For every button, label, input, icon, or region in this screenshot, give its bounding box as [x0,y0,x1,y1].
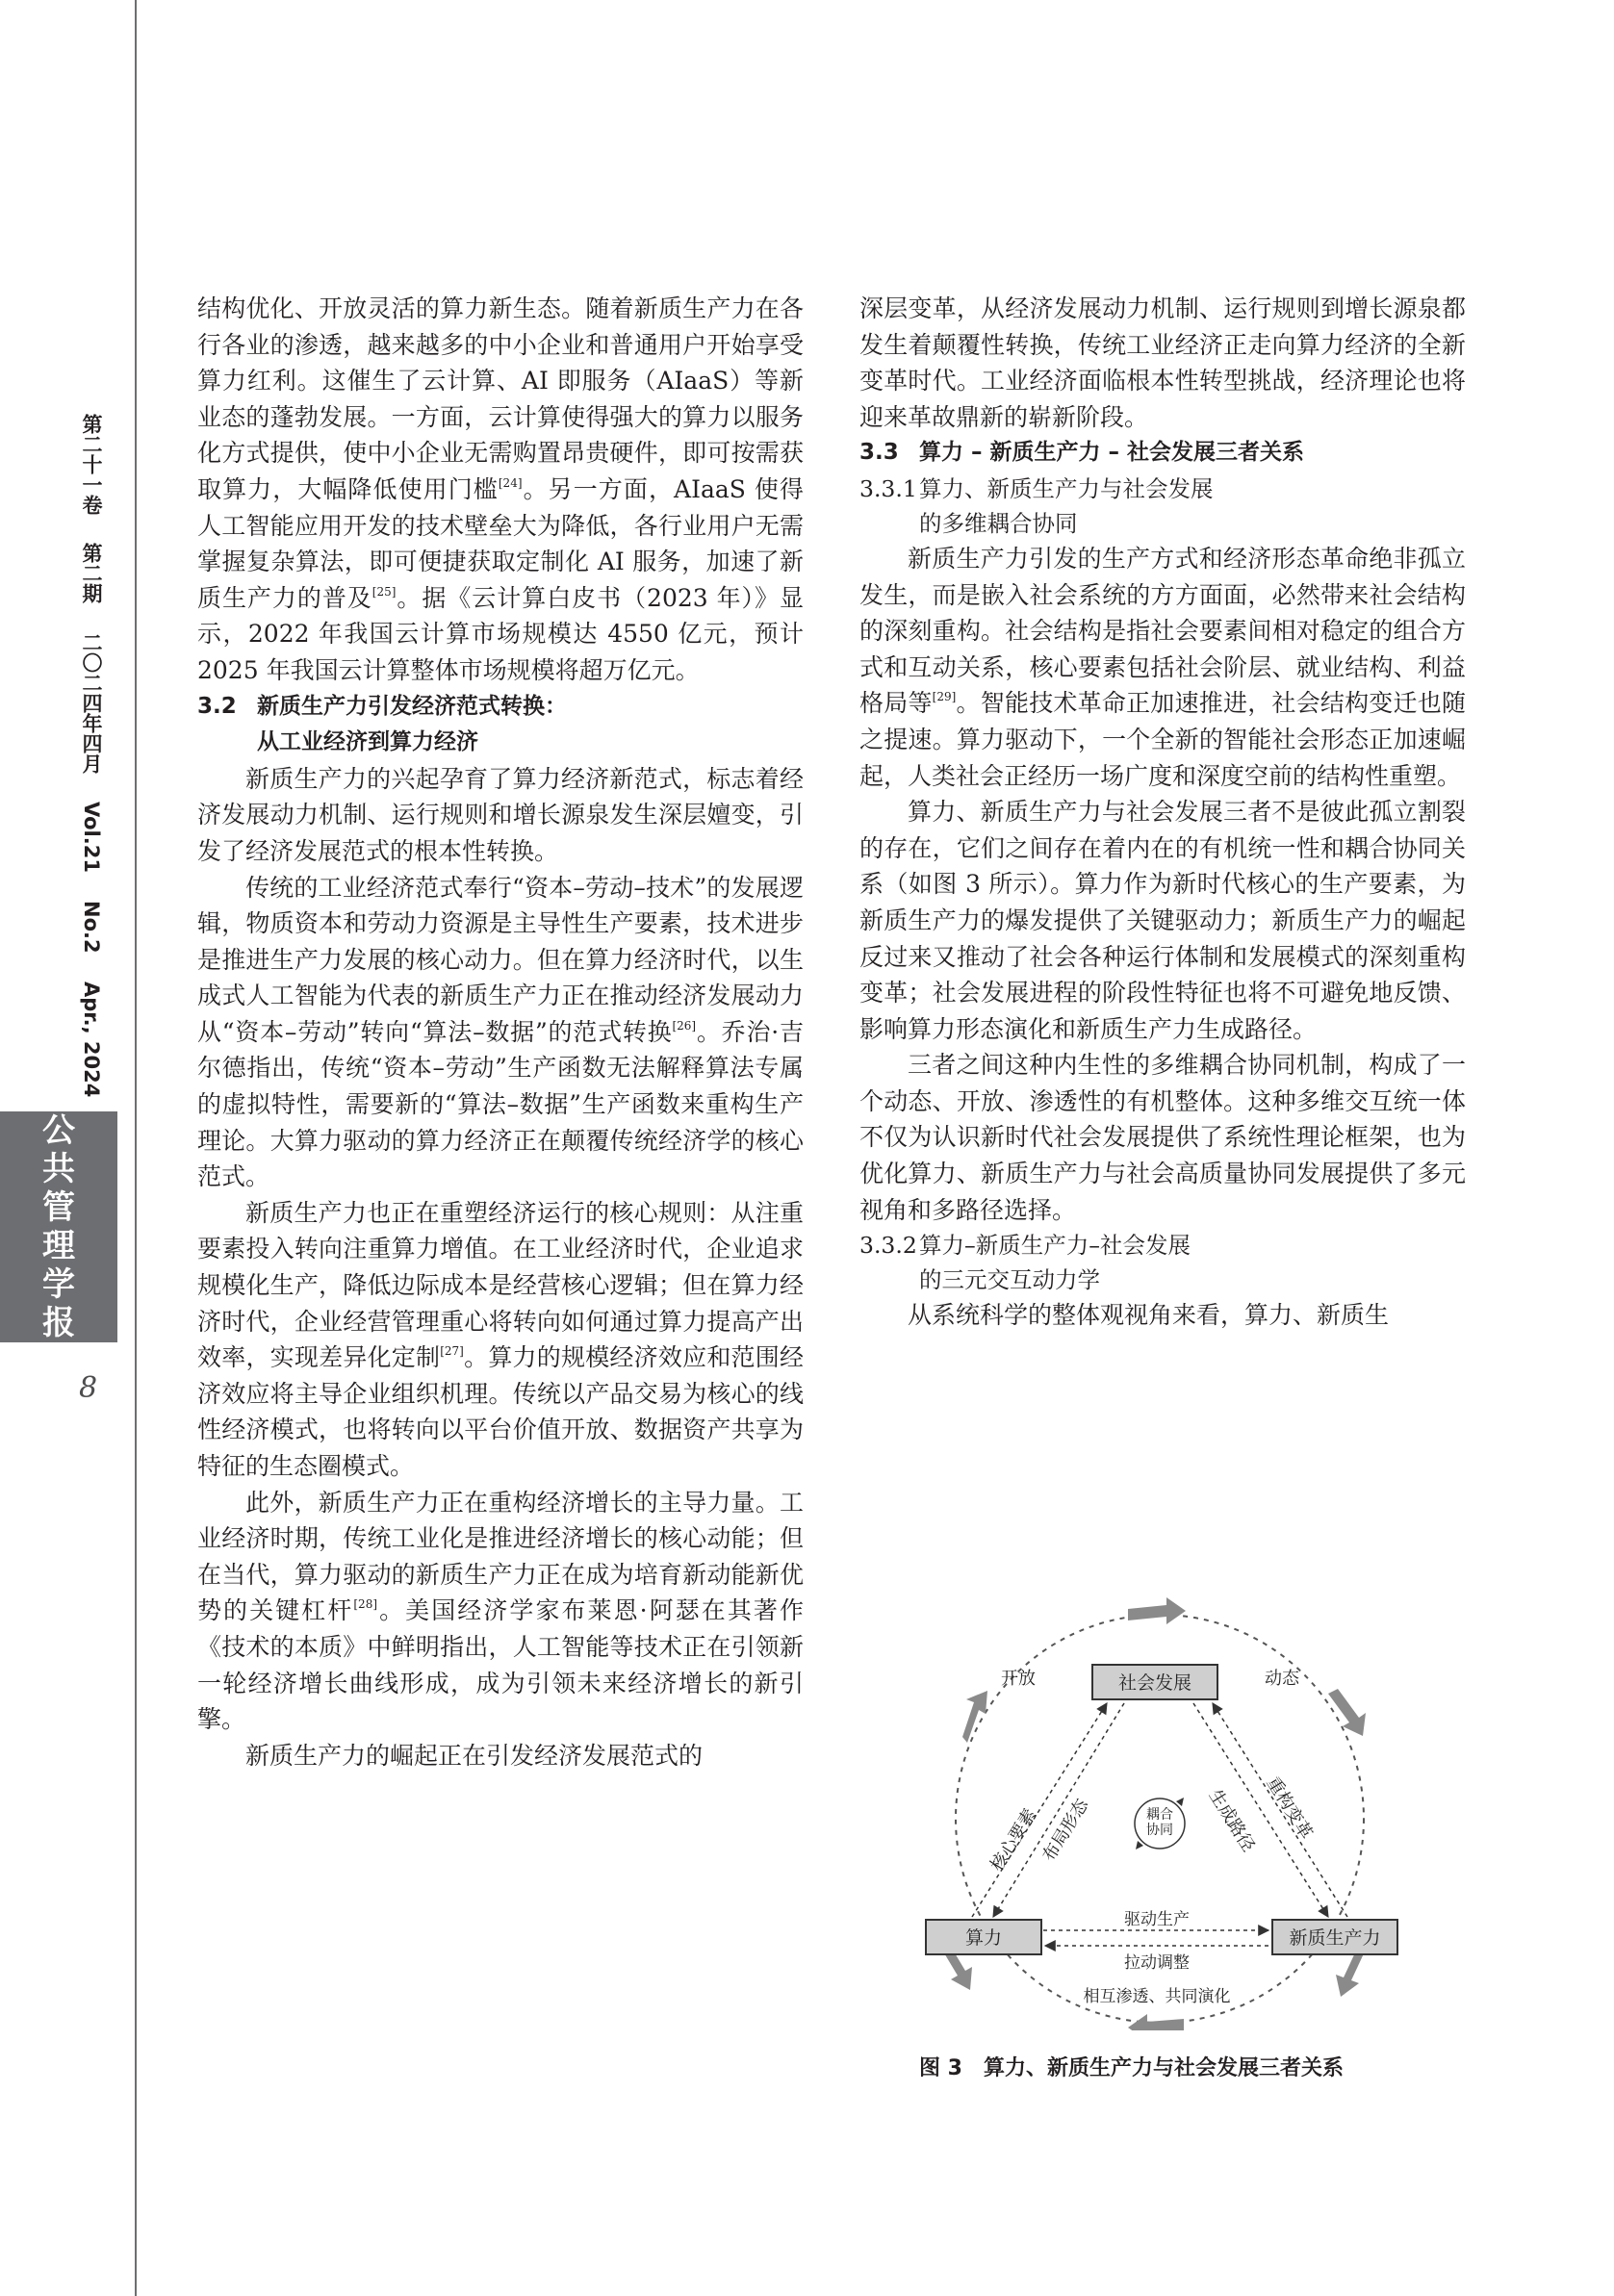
section-heading-3-3: 3.3 算力 – 新质生产力 – 社会发展三者关系 [859,440,1305,466]
paragraph: 此外，新质生产力正在重构经济增长的主导力量。工业经济时期，传统工业化是推进经济增长的核心动能；但在当代，算力驱动的新质生产力正在成为培育新动能新优势的关键杠杆[28]。美国经济学家布莱恩·阿瑟在其著作《技术的本质》中鲜明指出，人工智能等技术正在引领新一轮经济增长曲线形成，成为引领未来经济增长的新引擎。 [197,1488,804,1734]
label-left-inner: 布局形态 [1038,1795,1093,1866]
volume: 第二十一卷 [80,414,103,515]
label-right-inner: 生成路径 [1204,1785,1259,1856]
node-top: 社会发展 [1117,1672,1192,1694]
paragraph: 结构优化、开放灵活的算力新生态。随着新质生产力在各行各业的渗透，越来越多的中小企业和普通用户开始享受算力红利。这催生了云计算、AI 即服务（AIaaS）等新业态的蓬勃发展。一方面，云计算使得强大的算力以服务化方式提供，使中小企业无需购置昂贵硬件，即可按需获取算力，大幅降低使用门槛[24]。另一方面，AIaaS 使得人工智能应用开发的技术壁垒大为降低，各行业用户无需掌握复杂算法，即可便捷获取定制化 AI 服务，加速了新质生产力的普及[25]。据《云计算白皮书（2023 年）》显示，2022 年我国云计算市场规模达 4550 亿元，预计 2025 年我国云计算整体市场规模将超万亿元。 [197,294,804,684]
cycle-arrow-top-left [962,1691,987,1743]
label-right-outer: 重构变革 [1262,1773,1317,1844]
right-column [859,291,1466,1334]
node-left: 算力 [964,1927,1003,1949]
outer-label-bottom: 相互渗透、共同演化 [1083,1987,1231,2006]
cycle-arrow-right [1336,1949,1365,1997]
node-right: 新质生产力 [1289,1927,1381,1949]
paragraph: 算力、新质生产力与社会发展三者不是彼此孤立割裂的存在，它们之间存在着内在的有机统一性和耦合协同关系（如图 3 所示）。算力作为新时代核心的生产要素，为新质生产力的爆发提供了关键驱动力；新质生产力的崛起反过来又推动了社会各种运行体制和发展模式的深刻重构变革；社会发展进程的阶段性特征也将不可避免地反馈、影响算力形态演化和新质生产力生成路径。 [859,798,1466,1043]
issue: 第二期 [80,543,103,604]
paragraph: 新质生产力引发的生产方式和经济形态革命绝非孤立发生，而是嵌入社会系统的方方面面，必然带来社会结构的深刻重构。社会结构是指社会要素间相对稳定的组合方式和互动关系，核心要素包括社会阶层、就业结构、利益格局等[29]。智能技术革命正加速推进，社会结构变迁也随之提速。算力驱动下，一个全新的智能社会形态正加速崛起，人类社会正经历一场广度和深度空前的结构性重塑。 [859,544,1466,790]
section-heading-3-3-2: 3.3.2算力–新质生产力–社会发展 的三元交互动力学 [859,1232,1191,1294]
section-heading-3-3-1: 3.3.1算力、新质生产力与社会发展 的多维耦合协同 [859,474,1214,537]
center-label: 耦合协同 [1146,1807,1173,1838]
cycle-arrow-bottom [1128,2014,1184,2030]
margin-divider [135,0,137,2296]
running-header [79,414,104,1118]
date-en: Apr., 2024 [80,982,103,1098]
paragraph: 三者之间这种内生性的多维耦合协同机制，构成了一个动态、开放、渗透性的有机整体。这种多维交互统一体不仅为认识新时代社会发展提供了系统性理论框架，也为优化算力、新质生产力与社会高质量协同发展提供了多元视角和多路径选择。 [859,1051,1466,1224]
label-left-outer: 核心要素 [986,1804,1041,1875]
label-bottom-bottom: 拉动调整 [1124,1953,1190,1973]
figure-caption [919,2052,1429,2081]
paragraph: 新质生产力的崛起正在引发经济发展范式的 [245,1741,704,1770]
date-cn: 二〇二四年四月 [80,631,103,774]
cycle-arrow-top-right [1328,1689,1366,1736]
outer-label-left: 开放 [1001,1669,1036,1689]
paragraph: 深层变革，从经济发展动力机制、运行规则到增长源泉都发生着颠覆性转换，传统工业经济正走向算力经济的全新变革时代。工业经济面临根本性转型挑战，经济理论也将迎来革故鼎新的崭新阶段。 [859,294,1466,431]
cycle-arrow-top [1128,1597,1186,1624]
section-heading-3-2: 3.2 新质生产力引发经济范式转换： 从工业经济到算力经济 [197,693,567,755]
caption-text: 算力、新质生产力与社会发展三者关系 [983,2056,1344,2080]
outer-label-right: 动态 [1265,1669,1299,1689]
paragraph: 新质生产力的兴起孕育了算力经济新范式，标志着经济发展动力机制、运行规则和增长源泉发生深层嬗变，引发了经济发展范式的根本性转换。 [197,764,804,865]
journal-name: 公共管理学报 [42,1111,75,1342]
caption-label: 图 3 [919,2056,962,2080]
paragraph: 新质生产力也正在重塑经济运行的核心规则：从注重要素投入转向注重算力增值。在工业经济时代，企业追求规模化生产，降低边际成本是经营核心逻辑；但在算力经济时代，企业经营管理重心将转向如何通过算力提高产出效率，实现差异化定制[27]。算力的规模经济效应和范围经济效应将主导企业组织机理。传统以产品交易为核心的线性经济模式，也将转向以平台价值开放、数据资产共享为特征的生态圈模式。 [197,1198,804,1480]
paragraph: 从系统科学的整体观视角来看，算力、新质生 [908,1301,1390,1330]
left-column [197,291,804,1773]
journal-name-box [0,1111,117,1342]
label-bottom-top: 驱动生产 [1124,1910,1190,1929]
no-en: No.2 [80,901,103,954]
vol-en: Vol.21 [80,801,103,873]
figure-3-diagram [905,1588,1424,2030]
edge-left-inner [993,1703,1124,1917]
paragraph: 传统的工业经济范式奉行“资本–劳动–技术”的发展逻辑，物质资本和劳动力资源是主导性生产要素，技术进步是推进生产力发展的核心动力。但在算力经济时代，以生成式人工智能为代表的新质生产力正在推动经济发展动力从“资本–劳动”转向“算法–数据”的范式转换[26]。乔治·吉尔德指出，传统“资本–劳动”生产函数无法解释算法专属的虚拟特性，需要新的“算法–数据”生产函数来重构生产理论。大算力驱动的算力经济正在颠覆传统经济学的核心范式。 [197,873,804,1191]
page-number: 8 [79,1371,98,1405]
